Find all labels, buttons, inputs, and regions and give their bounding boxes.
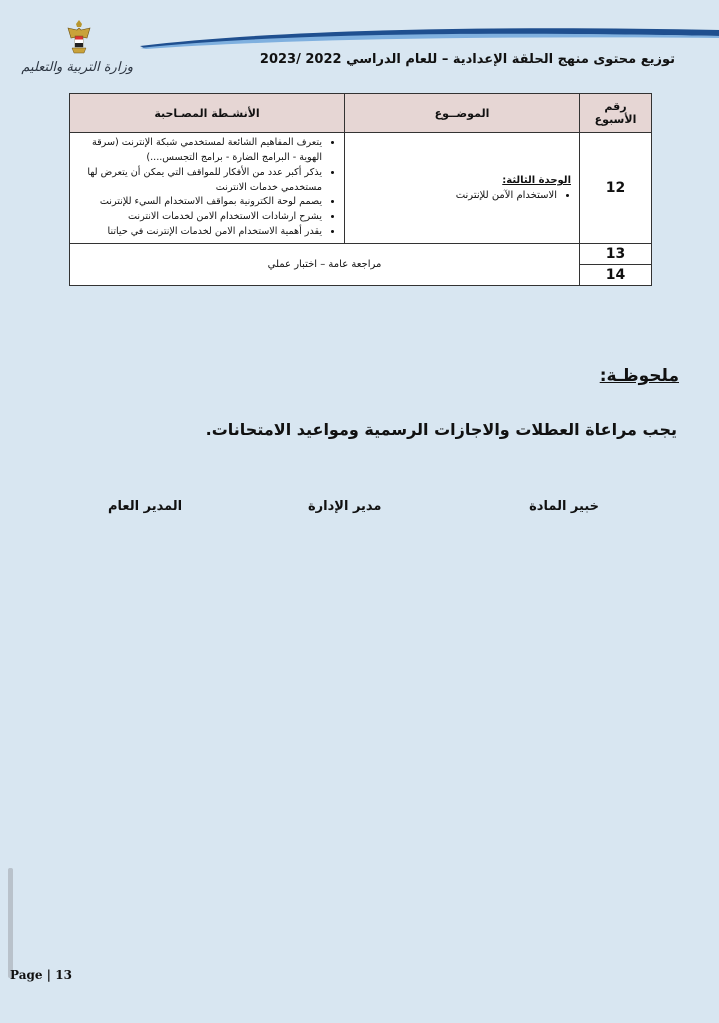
header-topic: الموضــوع: [345, 94, 580, 133]
activity-item: • يذكر أكبر عدد من الأفكار للمواقف التي يمكن أن يتعرض لها مستخدمي خدمات الانترنت: [80, 166, 322, 196]
signature-subject-expert: خبير المادة: [529, 499, 599, 514]
note-text: يجب مراعاة العطلات والاجازات الرسمية ومواعيد الامتحانات.: [205, 420, 677, 439]
activity-item: • يقدر أهمية الاستخدام الامن لخدمات الإنترنت في حياتنا: [80, 225, 322, 240]
note-label: ملحوظـة:: [599, 366, 679, 386]
activity-item: • يشرح ارشادات الاستخدام الامن لخدمات الانترنت: [80, 210, 322, 225]
eagle-emblem-icon: [66, 18, 92, 56]
ministry-logo: [21, 18, 133, 88]
week-number: 12: [580, 133, 652, 244]
activities-list: [80, 136, 338, 240]
header-activities: الأنشـطة المصـاحبة: [70, 94, 345, 133]
activity-item: • يتعرف المفاهيم الشائعة لمستخدمي شبكة الإنترنت (سرقة الهوية - البرامج الضارة - برامج التجسس....): [80, 136, 322, 166]
margin-bar: [8, 868, 13, 978]
review-cell: مراجعة عامة – اختبار عملي: [70, 244, 580, 286]
header-week: رقم الأسبوع: [580, 94, 652, 133]
topic-cell: [345, 133, 580, 244]
header-swoosh: [140, 24, 719, 54]
unit-title: الوحدة الثالثة:: [502, 175, 571, 186]
table-row: [70, 244, 652, 265]
page-footer: Page | 13: [10, 968, 72, 982]
table-row: [70, 133, 652, 244]
week-number: 13: [580, 244, 652, 265]
table-header-row: [70, 94, 652, 133]
curriculum-table: [69, 93, 652, 286]
signature-admin-director: مدير الإدارة: [308, 499, 382, 514]
topic-list: [353, 190, 571, 201]
activity-item: • يصمم لوحة الكترونية بمواقف الاستخدام السيء للإنترنت: [80, 195, 322, 210]
page-title: توزيع محتوى منهج الحلقة الإعدادية – للعام الدراسي 2022 /2023: [259, 52, 675, 67]
ministry-logo-text: وزارة التربية والتعليم: [21, 60, 133, 75]
week-number: 14: [580, 265, 652, 286]
activities-cell: [70, 133, 345, 244]
topic-item: • الاستخدام الآمن للإنترنت: [353, 190, 557, 201]
signature-general-director: المدير العام: [108, 499, 183, 514]
